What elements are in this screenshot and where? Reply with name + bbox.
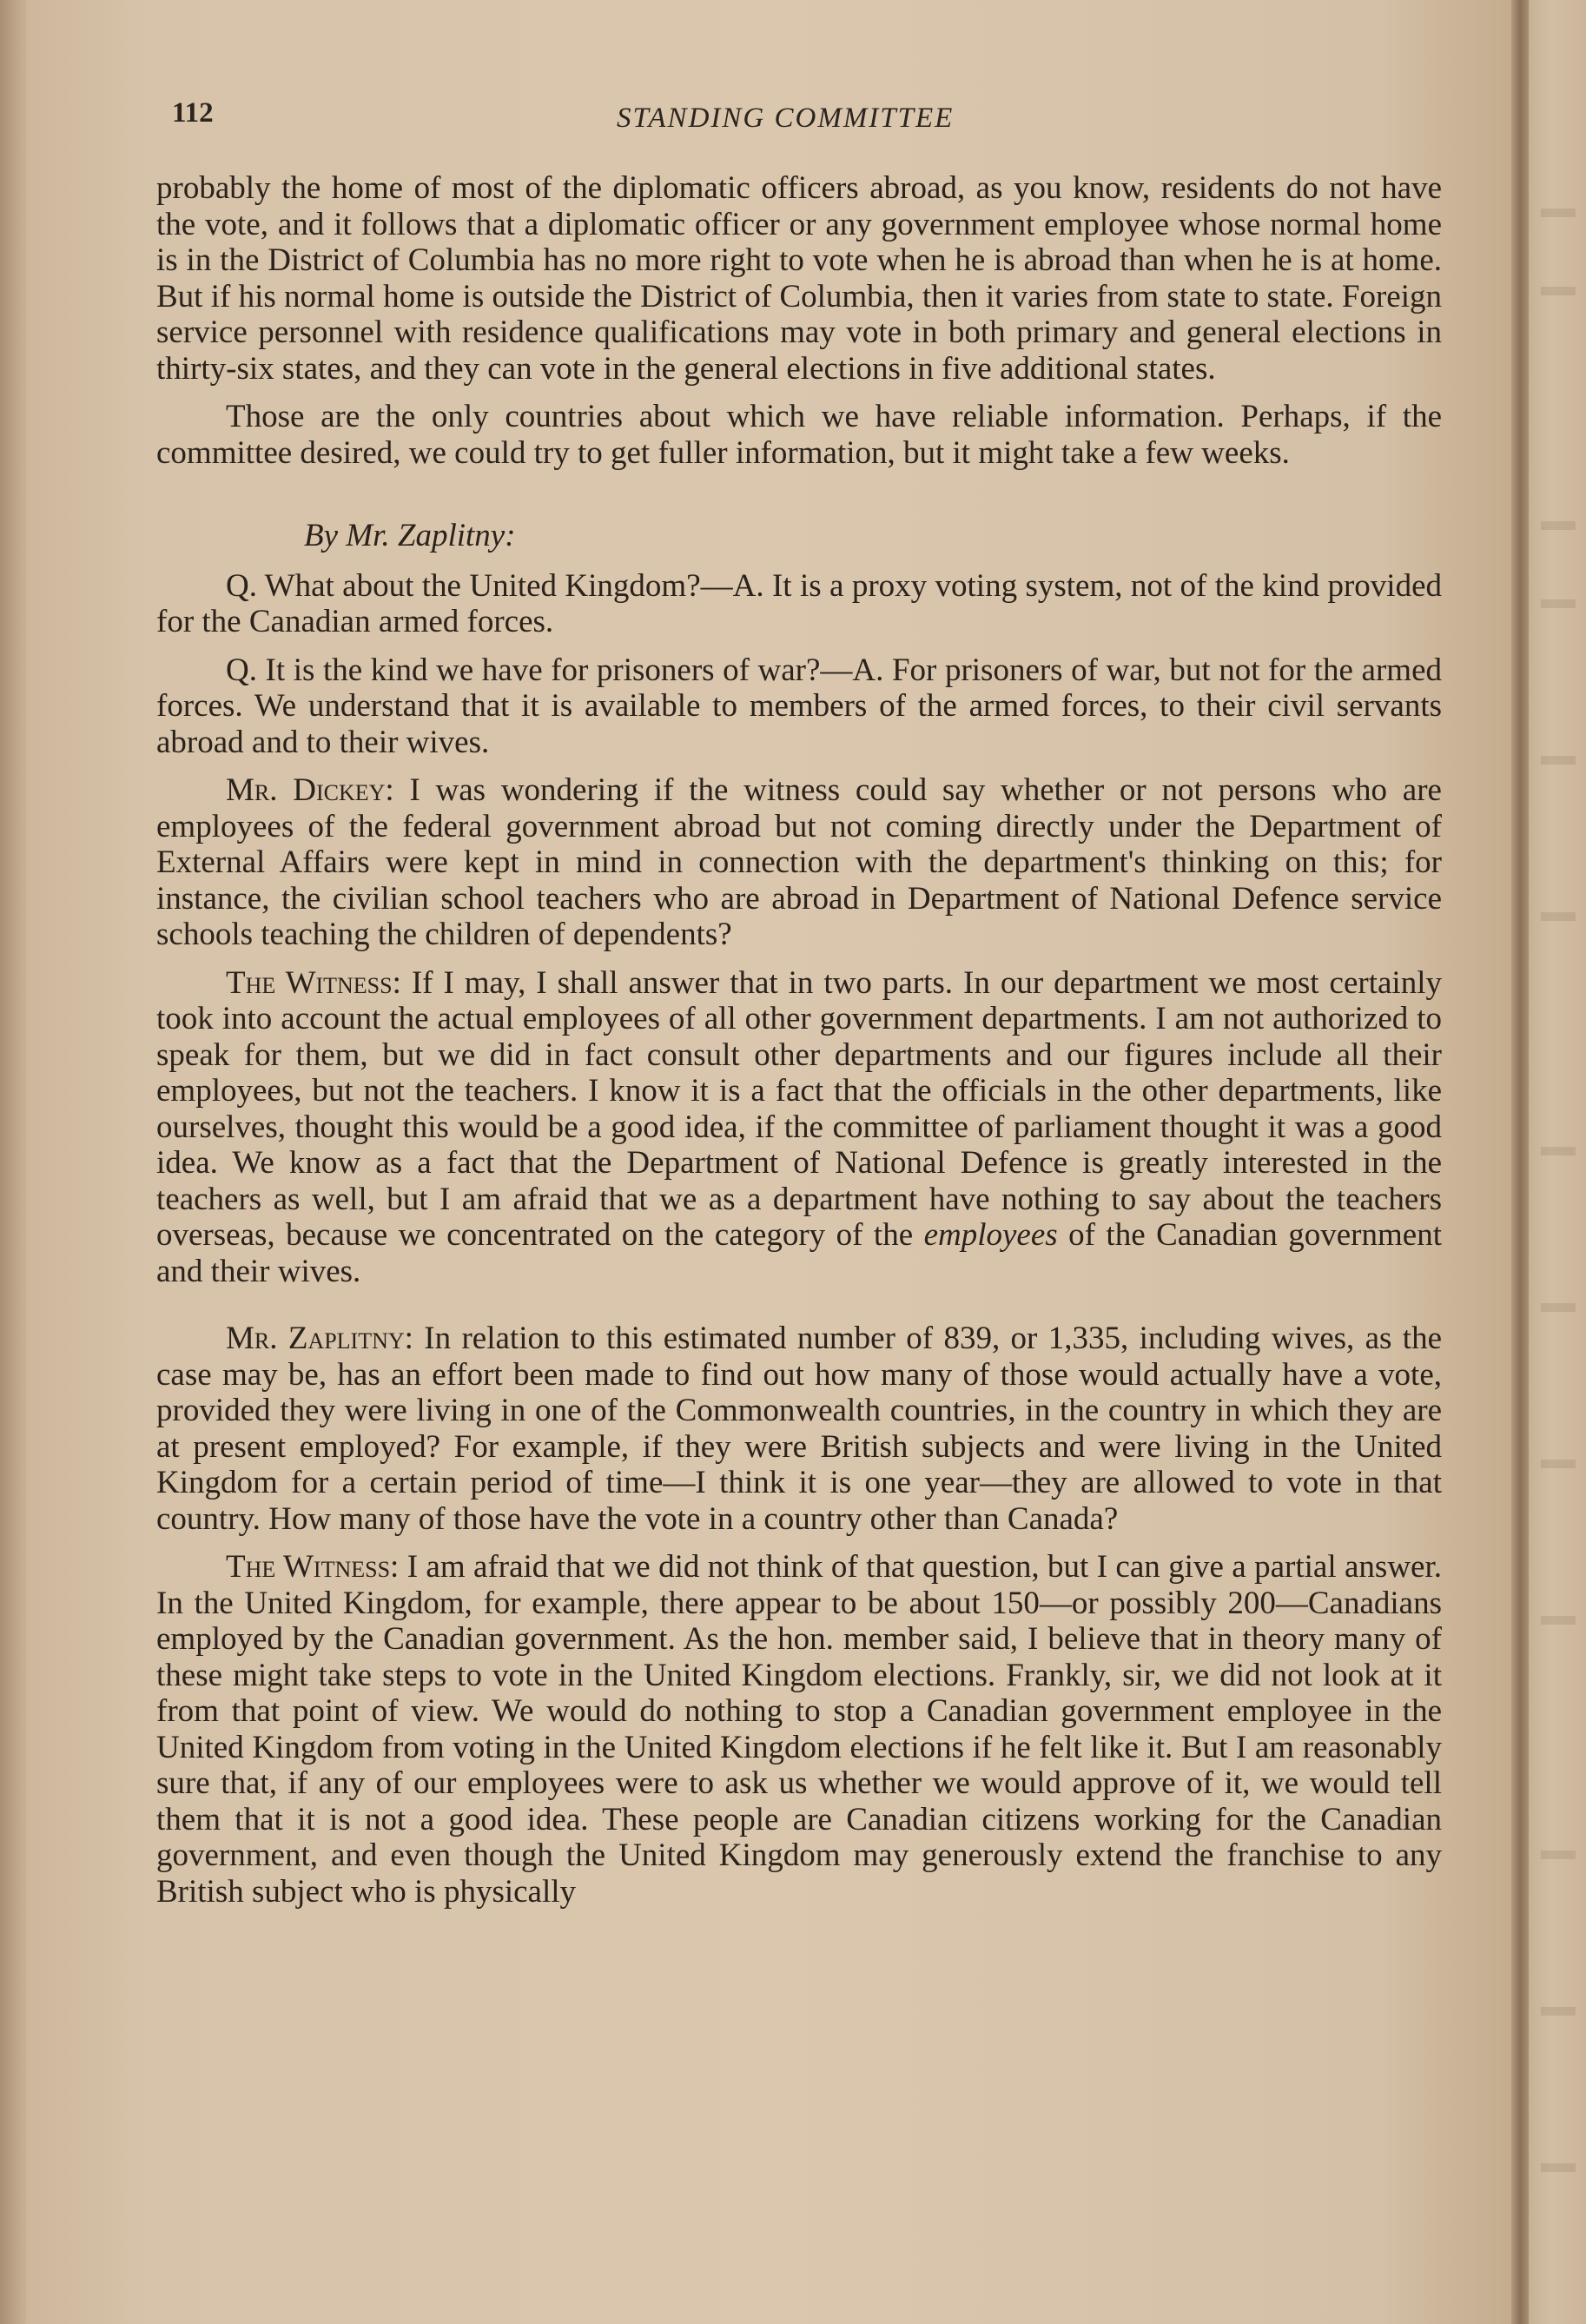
speaker-name: The Witness: — [226, 964, 401, 1001]
book-gutter — [1511, 0, 1529, 2324]
speech-text: In relation to this estimated number of 839, or 1,335, including wives, as the case may be, has an effort been made to find out how many of those would actually have a vote, provided they were living in one of the Commonwealth countries, in the country in which they are at present employed? For example, if they were British subjects and were living in the United Kingdom for a certain period of time—I think it is one year—they are allowed to vote in that country. How many of those have the vote in a country other than Canada? — [156, 1321, 1442, 1537]
paragraph-witness-1 — [156, 965, 1442, 1290]
paragraph-witness-2 — [156, 1549, 1442, 1910]
speech-text: of the Canadian government and their wives. — [156, 1217, 1442, 1289]
paragraph-zaplitny — [156, 1321, 1442, 1537]
paragraph-countries: Those are the only countries about which we have reliable information. Perhaps, if the committee desired, we could try to get fuller information, but it might take a few weeks. — [156, 399, 1442, 471]
speech-text: I was wondering if the witness could say whether or not persons who are employees of the federal government abroad but not coming directly under the Department of External Affairs were kept in mind in connection with the department's thinking on this; for instance, the civilian school teachers who are abroad in Department of National Defence service schools teaching the children of dependents? — [156, 772, 1442, 952]
speech-text: If I may, I shall answer that in two parts. In our department we most certainly took into account the actual employees of all other government departments. I am not authorized to speak for them, but we did in fact consult other departments and our figures include all their employees, but not the teachers. I know it is a fact that the officials in the other departments, like ourselves, thought this would be a good idea, if the committee of parliament thought it was a good idea. We know as a fact that the Department of National Defence is greatly interested in the teachers as well, but I am afraid that we as a department have nothing to say about the teachers overseas, because we concentrated on the category of the — [156, 964, 1442, 1253]
paragraph-dickey — [156, 772, 1442, 953]
questioner-byline: By Mr. Zaplitny: — [304, 518, 516, 553]
emphasis-text: employees — [923, 1217, 1058, 1253]
question-united-kingdom: Q. What about the United Kingdom?—A. It is a proxy voting system, not of the kind provided for the Canadian armed forces. — [156, 567, 1442, 639]
speaker-name: Mr. Zaplitny: — [226, 1321, 413, 1356]
paragraph-continuation: probably the home of most of the diplomatic officers abroad, as you know, residents do not have the vote, and it follows that a diplomatic officer or any government employee whose normal home is in the District of Columbia has no more right to vote when he is abroad than when he is at home. But if his normal home is outside the District of Columbia, then it varies from state to state. Foreign service personnel with residence qualifications may vote in both primary and general elections in thirty-six states, and they can vote in the general elections in five additional states. — [156, 170, 1442, 387]
facing-page-edge — [1529, 0, 1586, 2324]
question-prisoners-of-war: Q. It is the kind we have for prisoners of war?—A. For prisoners of war, but not for the armed forces. We understand that it is available to members of the armed forces, to their civil servants abroad and to their wives. — [156, 652, 1442, 760]
page-body — [156, 170, 1442, 1922]
running-head: STANDING COMMITTEE — [617, 103, 955, 134]
speech-text: I am afraid that we did not think of that question, but I can give a partial answer. In the United Kingdom, for example, there appear to be about 150—or possibly 200—Canadians employed by the Canadian government. As the hon. member said, I believe that in theory many of these might take steps to vote in the United Kingdom elections. Frankly, sir, we did not look at it from that point of view. We would do nothing to stop a Canadian government employee in the United Kingdom from voting in the United Kingdom elections if he felt like it. But I am reasonably sure that, if any of our employees were to ask us whether we would approve of it, we would tell them that it is not a good idea. These people are Canadian citizens working for the Canadian government, and even though the United Kingdom may generously extend the franchise to any British subject who is physically — [156, 1549, 1442, 1910]
speaker-name: Mr. Dickey: — [226, 772, 394, 808]
page-number: 112 — [172, 97, 214, 129]
page-header — [165, 94, 1451, 146]
speaker-name: The Witness: — [226, 1549, 400, 1585]
